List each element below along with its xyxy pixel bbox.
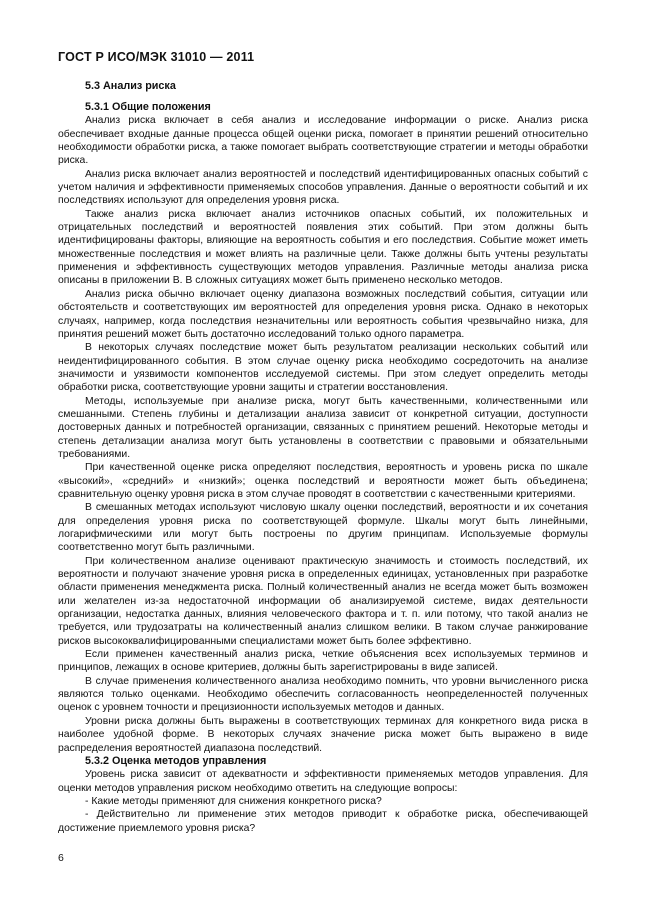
subsection-heading: 5.3.1 Общие положения [85,101,211,114]
paragraph: В случае применения количественного анализа необходимо помнить, что уровни вычисленного риска являются только оценками. Необходимо обеспечить согласованность неопределенностей полученных оценок с уровнем точности и прецизионности используемых методов и данных. [58,675,588,714]
paragraph: Уровень риска зависит от адекватности и эффективности применяемых методов управления. Для оценки методов управления риском необходимо ответить на следующие вопросы: [58,769,588,794]
subsection-heading: 5.3.2 Оценка методов управления [85,754,267,767]
document-header: ГОСТ Р ИСО/МЭК 31010 — 2011 [58,50,255,64]
paragraph: Если применен качественный анализ риска, четкие объяснения всех используемых терминов и принципов, лежащих в основе критериев, должны быть зарегистрированы в виде записей. [58,649,588,674]
paragraph: Анализ риска включает анализ вероятностей и последствий идентифицированных опасных событий с учетом наличия и эффективности применяемых способов управления. Данные о вероятности событий и их последствиях используют для определения уровня риска. [58,168,588,207]
paragraph: При количественном анализе оценивают практическую значимость и стоимость последствий, их вероятности и получают значение уровня риска в определенных единицах, установленных при разработке области применения менеджмента риска. Полный количественный анализ не всегда может быть возможен или желателен из-за недостаточной информации об анализируемой системе, видах деятельности организации, недостатка данных, влияния человеческого фактора и т. п. или потому, что такой анализ не требуется, или трудозатраты на количественный анализ слишком велики. В таком случае ранжирование рисков высококвалифицированными специалистами может быть более эффективно. [58,555,588,647]
paragraph: Также анализ риска включает анализ источников опасных событий, их положительных и отрицательных последствий и вероятностей появления этих событий. При этом должны быть идентифицированы факторы, влияющие на вероятность события и его последствия. Событие может иметь множественные последствия и может влиять на различные цели. Также должны быть учтены результаты применения и эффективность существующих методов управления. Различные методы анализа риска описаны в приложении В. В сложных ситуациях может быть применено несколько методов. [58,208,588,287]
list-item: - Какие методы применяют для снижения конкретного риска? [85,796,382,808]
paragraph: При качественной оценке риска определяют последствия, вероятность и уровень риска по шкале «высокий», «средний» и «низкий»; оценка последствий и вероятности может быть объединена; сравнительную оценку уровня риска в этом случае проводят в соответствии с качественными критериями. [58,462,588,500]
paragraph: В некоторых случаях последствие может быть результатом реализации нескольких событий или неидентифицированного события. В этом случае оценку риска необходимо сосредоточить на анализе значимости и уязвимости компонентов исследуемой системы. При этом следует определить методы обработки риска, соответствующие уровни защиты и стратегии восстановления. [58,342,588,394]
paragraph: Анализ риска включает в себя анализ и исследование информации о риске. Анализ риска обеспечивает входные данные процесса общей оценки риска, помогает в принятии решений относительно необходимости обработки риска, а также помогает выбрать соответствующие стратегии и методы обработки риска. [58,115,588,167]
paragraph: Анализ риска обычно включает оценку диапазона возможных последствий события, ситуации или обстоятельств и соответствующих им вероятностей для определения уровня риска. Однако в некоторых случаях, например, когда последствия незначительны или вероятность события чрезвычайно низка, для принятия решений может быть достаточно исследований только одного параметра. [58,288,588,340]
section-heading: 5.3 Анализ риска [85,80,176,92]
page-number: 6 [58,852,64,864]
list-item: - Действительно ли применение этих методов приводит к обработке риска, обеспечивающей достижение приемлемого уровня риска? [58,809,588,834]
paragraph: Методы, используемые при анализе риска, могут быть качественными, количественными или смешанными. Степень глубины и детализации анализа зависит от конкретной ситуации, доступности достоверных данных и потребностей организации, связанных с принятием решений. Некоторые методы и степень детализации анализа могут быть установлены в соответствии с правовыми и обязательными требованиями. [58,395,588,460]
page-content [58,80,588,835]
paragraph: В смешанных методах используют числовую шкалу оценки последствий, вероятности и их сочетания для определения уровня риска по соответствующей формуле. Шкалы могут быть линейными, логарифмическими или могут быть построены по другим принципам. Используемые формулы соответственно могут быть различными. [58,502,588,554]
paragraph: Уровни риска должны быть выражены в соответствующих терминах для конкретного вида риска в наиболее удобной форме. В некоторых случаях значение риска может быть выражено в виде распределения вероятностей диапазона последствий. [58,715,588,754]
